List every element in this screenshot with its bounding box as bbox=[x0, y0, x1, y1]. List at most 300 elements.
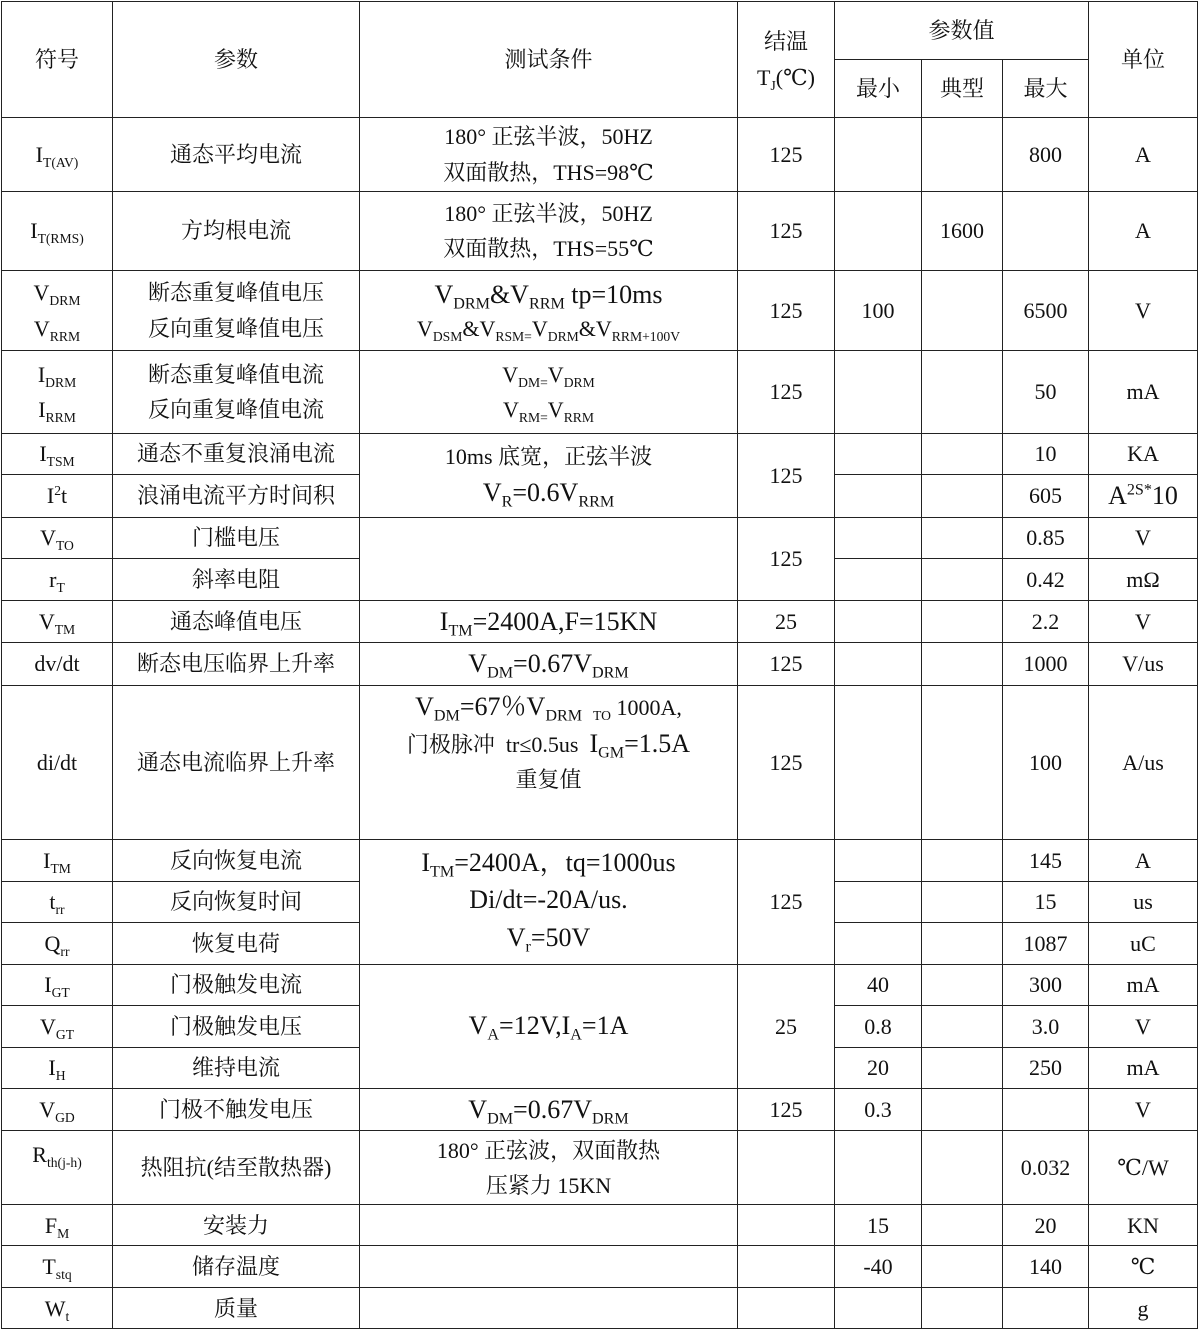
min-cell bbox=[835, 600, 922, 643]
condition-part: V bbox=[416, 315, 433, 341]
spec-table bbox=[1, 1, 1198, 1329]
typ-cell bbox=[922, 1205, 1003, 1246]
symbol-sub: TO bbox=[55, 537, 74, 553]
condition-sub: R bbox=[501, 493, 513, 511]
min-cell bbox=[835, 1288, 922, 1329]
tj-cell bbox=[738, 1205, 835, 1246]
condition-cell bbox=[360, 434, 738, 518]
max-cell: 250 bbox=[1003, 1047, 1089, 1088]
typ-cell bbox=[922, 434, 1003, 475]
typ-cell bbox=[922, 1088, 1003, 1131]
parameter-cell: 门极触发电压 bbox=[113, 1005, 360, 1047]
parameter-cell: 通态平均电流 bbox=[113, 118, 360, 192]
table-row bbox=[2, 271, 1198, 351]
unit-part: 10 bbox=[1151, 481, 1178, 510]
unit-cell: V bbox=[1089, 1005, 1198, 1047]
max-cell: 15 bbox=[1003, 881, 1089, 922]
symbol-main: t bbox=[49, 889, 56, 915]
symbol-main: Q bbox=[44, 930, 61, 956]
tj-cell: 125 bbox=[738, 351, 835, 434]
condition-cell bbox=[360, 1246, 738, 1288]
unit-cell: V bbox=[1089, 271, 1198, 351]
symbol-cell bbox=[2, 118, 113, 192]
parameter-cell: 断态电压临界上升率 bbox=[113, 643, 360, 686]
condition-cell bbox=[360, 1088, 738, 1131]
min-cell bbox=[835, 517, 922, 558]
max-cell: 1000 bbox=[1003, 643, 1089, 686]
condition-part: =12V,I bbox=[499, 1011, 571, 1041]
min-cell bbox=[835, 1131, 922, 1205]
condition-part: tp=10ms bbox=[564, 280, 663, 310]
symbol-sub: rr bbox=[55, 901, 65, 917]
symbol-sub: t bbox=[65, 1308, 70, 1324]
symbol-sub: DRM bbox=[49, 293, 81, 309]
condition-sub: DRM bbox=[592, 1110, 629, 1128]
condition-part: =67％V bbox=[459, 691, 546, 721]
condition-part: =1.5A bbox=[624, 729, 691, 759]
header-min: 最小 bbox=[835, 60, 922, 118]
symbol-main: I bbox=[38, 397, 46, 422]
typ-cell bbox=[922, 118, 1003, 192]
typ-cell bbox=[922, 1047, 1003, 1088]
table-row bbox=[2, 1131, 1198, 1205]
condition-part: 门极脉冲 tr≤0.5us bbox=[406, 732, 590, 758]
parameter-line: 反向重复峰值电流 bbox=[147, 397, 324, 422]
unit-cell: V bbox=[1089, 517, 1198, 558]
parameter-cell: 通态峰值电压 bbox=[113, 600, 360, 643]
unit-cell: V/us bbox=[1089, 643, 1198, 686]
header-tj-t: T bbox=[756, 64, 771, 90]
parameter-cell: 反向恢复电流 bbox=[113, 839, 360, 881]
symbol-main: V bbox=[38, 608, 55, 634]
condition-sub: DRM bbox=[545, 707, 583, 725]
symbol-cell bbox=[2, 351, 113, 434]
parameter-cell bbox=[113, 271, 360, 351]
symbol-cell bbox=[2, 922, 113, 964]
condition-part: 1000A, bbox=[610, 694, 682, 720]
symbol-sub: TM bbox=[54, 621, 76, 637]
symbol-main: I bbox=[39, 441, 47, 467]
unit-cell: mA bbox=[1089, 351, 1198, 434]
unit-cell: V bbox=[1089, 1088, 1198, 1131]
symbol-cell bbox=[2, 475, 113, 518]
symbol-cell bbox=[2, 1088, 113, 1131]
table-row bbox=[2, 118, 1198, 192]
parameter-cell: 方均根电流 bbox=[113, 192, 360, 271]
tj-cell: 125 bbox=[738, 1088, 835, 1131]
parameter-cell: 门极不触发电压 bbox=[113, 1088, 360, 1131]
symbol-main: t bbox=[61, 483, 68, 509]
header-tj-sub: J bbox=[770, 77, 776, 93]
condition-sub: TM bbox=[448, 622, 473, 640]
condition-part: =50V bbox=[530, 923, 591, 953]
unit-part: A bbox=[1108, 481, 1127, 510]
min-cell: 40 bbox=[835, 964, 922, 1005]
symbol-main: W bbox=[44, 1295, 66, 1321]
condition-cell bbox=[360, 964, 738, 1088]
parameter-cell: 斜率电阻 bbox=[113, 558, 360, 600]
table-row bbox=[2, 600, 1198, 643]
condition-sub: TM bbox=[430, 863, 455, 881]
condition-sub: DSM bbox=[432, 328, 463, 344]
unit-cell: mA bbox=[1089, 1047, 1198, 1088]
condition-part: =1A bbox=[581, 1011, 629, 1041]
max-cell: 800 bbox=[1003, 118, 1089, 192]
symbol-cell bbox=[2, 1047, 113, 1088]
symbol-main: I bbox=[43, 847, 51, 873]
symbol-main: I bbox=[37, 361, 46, 387]
min-cell: 15 bbox=[835, 1205, 922, 1246]
condition-sub: RM= bbox=[518, 409, 548, 425]
max-cell: 145 bbox=[1003, 839, 1089, 881]
tj-cell: 125 bbox=[738, 839, 835, 964]
condition-part: V bbox=[415, 691, 434, 721]
condition-cell bbox=[360, 1131, 738, 1205]
symbol-sup: 2 bbox=[54, 483, 61, 499]
max-cell: 10 bbox=[1003, 434, 1089, 475]
unit-cell: V bbox=[1089, 600, 1198, 643]
parameter-cell: 门极触发电流 bbox=[113, 964, 360, 1005]
symbol-main: R bbox=[32, 1142, 47, 1168]
symbol-cell bbox=[2, 964, 113, 1005]
min-cell bbox=[835, 685, 922, 839]
condition-cell bbox=[360, 685, 738, 839]
condition-sub: DM bbox=[433, 707, 460, 725]
condition-part: V bbox=[434, 280, 454, 310]
parameter-cell: 浪涌电流平方时间积 bbox=[113, 475, 360, 518]
condition-sub: RRM bbox=[563, 409, 594, 425]
symbol-sub: RRM bbox=[49, 328, 81, 344]
symbol-main: V bbox=[33, 315, 50, 341]
symbol-main: V bbox=[40, 525, 56, 550]
condition-line: 180° 正弦波，双面散热 bbox=[436, 1137, 661, 1163]
table-row bbox=[2, 1205, 1198, 1246]
condition-line: 压紧力 15KN bbox=[485, 1172, 612, 1198]
condition-cell bbox=[360, 600, 738, 643]
header-unit: 单位 bbox=[1089, 2, 1198, 118]
condition-line: 180° 正弦半波，50HZ bbox=[444, 200, 653, 226]
typ-cell bbox=[922, 475, 1003, 518]
symbol-main: T bbox=[42, 1254, 56, 1280]
condition-cell bbox=[360, 1205, 738, 1246]
symbol-sub: th(j-h) bbox=[46, 1155, 82, 1171]
typ-cell bbox=[922, 1005, 1003, 1047]
table-row bbox=[2, 964, 1198, 1005]
symbol-main: V bbox=[33, 280, 50, 306]
max-cell: 6500 bbox=[1003, 271, 1089, 351]
typ-cell bbox=[922, 1288, 1003, 1329]
condition-part: &V bbox=[578, 315, 612, 341]
max-cell: 0.42 bbox=[1003, 558, 1089, 600]
parameter-cell: 门槛电压 bbox=[113, 517, 360, 558]
condition-part: V bbox=[468, 1011, 488, 1041]
typ-cell bbox=[922, 685, 1003, 839]
typ-cell bbox=[922, 964, 1003, 1005]
symbol-sub: GD bbox=[55, 1109, 75, 1125]
unit-cell: mΩ bbox=[1089, 558, 1198, 600]
condition-part: V bbox=[482, 478, 502, 508]
max-cell: 0.85 bbox=[1003, 517, 1089, 558]
table-row bbox=[2, 517, 1198, 558]
max-cell bbox=[1003, 192, 1089, 271]
header-max: 最大 bbox=[1003, 60, 1089, 118]
symbol-main: V bbox=[39, 1013, 56, 1039]
max-cell: 20 bbox=[1003, 1205, 1089, 1246]
symbol-sub: T(RMS) bbox=[37, 231, 84, 247]
condition-sub: DM bbox=[487, 664, 514, 682]
typ-cell bbox=[922, 839, 1003, 881]
max-cell: 3.0 bbox=[1003, 1005, 1089, 1047]
table-row bbox=[2, 434, 1198, 475]
condition-sub: RSM= bbox=[495, 328, 532, 344]
tj-cell: 25 bbox=[738, 600, 835, 643]
min-cell bbox=[835, 351, 922, 434]
symbol-main: F bbox=[44, 1212, 58, 1238]
condition-sub: DRM bbox=[592, 664, 629, 682]
condition-sub: RRM bbox=[578, 493, 615, 511]
tj-cell: 25 bbox=[738, 964, 835, 1088]
header-parameter: 参数 bbox=[113, 2, 360, 118]
max-cell: 2.2 bbox=[1003, 600, 1089, 643]
min-cell bbox=[835, 434, 922, 475]
max-cell: 300 bbox=[1003, 964, 1089, 1005]
typ-cell bbox=[922, 517, 1003, 558]
condition-line: 10ms 底宽，正弦半波 bbox=[444, 443, 653, 469]
tj-cell: 125 bbox=[738, 118, 835, 192]
condition-part: =2400A,F=15KN bbox=[472, 606, 658, 636]
parameter-cell: 通态电流临界上升率 bbox=[113, 685, 360, 839]
symbol-sub: GT bbox=[55, 1026, 75, 1042]
symbol-sub: GT bbox=[51, 984, 70, 1000]
condition-cell bbox=[360, 839, 738, 964]
table-row bbox=[2, 685, 1198, 839]
max-cell: 50 bbox=[1003, 351, 1089, 434]
symbol-cell bbox=[2, 517, 113, 558]
unit-cell: KN bbox=[1089, 1205, 1198, 1246]
condition-sub: DRM bbox=[453, 295, 490, 313]
typ-cell bbox=[922, 600, 1003, 643]
condition-cell bbox=[360, 192, 738, 271]
unit-cell: mA bbox=[1089, 964, 1198, 1005]
symbol-cell: di/dt bbox=[2, 685, 113, 839]
parameter-line: 断态重复峰值电流 bbox=[147, 361, 324, 387]
condition-sub: r bbox=[525, 938, 531, 956]
typ-cell bbox=[922, 351, 1003, 434]
symbol-cell: dv/dt bbox=[2, 643, 113, 686]
parameter-line: 反向重复峰值电压 bbox=[147, 315, 324, 341]
table-row bbox=[2, 192, 1198, 271]
min-cell bbox=[835, 192, 922, 271]
max-cell: 100 bbox=[1003, 685, 1089, 839]
min-cell bbox=[835, 922, 922, 964]
parameter-line: 断态重复峰值电压 bbox=[147, 280, 324, 306]
condition-sub: RRM+100V bbox=[611, 328, 681, 344]
condition-part: V bbox=[506, 923, 526, 953]
typ-cell bbox=[922, 881, 1003, 922]
min-cell: 0.3 bbox=[835, 1088, 922, 1131]
tj-cell bbox=[738, 1288, 835, 1329]
parameter-cell: 维持电流 bbox=[113, 1047, 360, 1088]
header-condition: 测试条件 bbox=[360, 2, 738, 118]
condition-line: 重复值 bbox=[515, 767, 582, 793]
condition-sub: DRM bbox=[547, 328, 579, 344]
condition-line: Di/dt=-20A/us. bbox=[469, 885, 628, 915]
parameter-cell: 通态不重复浪涌电流 bbox=[113, 434, 360, 475]
symbol-sub: M bbox=[57, 1225, 70, 1241]
table-row bbox=[2, 1288, 1198, 1329]
unit-cell: ℃ bbox=[1089, 1246, 1198, 1288]
unit-cell: A bbox=[1089, 839, 1198, 881]
symbol-main: I bbox=[44, 972, 52, 998]
condition-part: &V bbox=[462, 315, 496, 341]
condition-sub: DM bbox=[487, 1110, 514, 1128]
typ-cell bbox=[922, 1246, 1003, 1288]
condition-sub: A bbox=[487, 1027, 500, 1045]
typ-cell bbox=[922, 271, 1003, 351]
condition-cell bbox=[360, 1288, 738, 1329]
min-cell: 0.8 bbox=[835, 1005, 922, 1047]
header-typ: 典型 bbox=[922, 60, 1003, 118]
parameter-cell: 热阻抗(结至散热器) bbox=[113, 1131, 360, 1205]
condition-cell bbox=[360, 351, 738, 434]
tj-cell: 125 bbox=[738, 517, 835, 600]
unit-cell: A bbox=[1089, 192, 1198, 271]
condition-cell bbox=[360, 271, 738, 351]
symbol-sub: H bbox=[55, 1067, 66, 1083]
condition-part: V bbox=[468, 1094, 488, 1124]
symbol-cell bbox=[2, 1288, 113, 1329]
header-symbol: 符号 bbox=[2, 2, 113, 118]
unit-cell: ℃/W bbox=[1089, 1131, 1198, 1205]
parameter-cell: 反向恢复时间 bbox=[113, 881, 360, 922]
min-cell bbox=[835, 475, 922, 518]
condition-part: I bbox=[439, 606, 449, 636]
symbol-main: I bbox=[30, 218, 38, 244]
header-junction-temp bbox=[738, 2, 835, 118]
header-tj-unit: (℃) bbox=[775, 64, 816, 90]
min-cell: 100 bbox=[835, 271, 922, 351]
condition-cell bbox=[360, 118, 738, 192]
condition-line: 双面散热，THS=55℃ bbox=[443, 236, 654, 261]
header-values: 参数值 bbox=[835, 2, 1089, 60]
tj-cell bbox=[738, 1246, 835, 1288]
tj-cell: 125 bbox=[738, 192, 835, 271]
typ-cell bbox=[922, 1131, 1003, 1205]
tj-cell: 125 bbox=[738, 271, 835, 351]
table-row bbox=[2, 839, 1198, 881]
max-cell bbox=[1003, 1288, 1089, 1329]
symbol-cell bbox=[2, 558, 113, 600]
symbol-cell bbox=[2, 1246, 113, 1288]
condition-cell bbox=[360, 643, 738, 686]
condition-part: V bbox=[547, 361, 564, 387]
table-row bbox=[2, 643, 1198, 686]
min-cell: 20 bbox=[835, 1047, 922, 1088]
symbol-cell bbox=[2, 271, 113, 351]
parameter-cell bbox=[113, 351, 360, 434]
typ-cell bbox=[922, 558, 1003, 600]
symbol-cell bbox=[2, 1131, 113, 1205]
unit-cell: g bbox=[1089, 1288, 1198, 1329]
min-cell bbox=[835, 881, 922, 922]
header-tj-line1: 结温 bbox=[763, 29, 808, 55]
unit-cell: KA bbox=[1089, 434, 1198, 475]
condition-part: V bbox=[547, 397, 564, 422]
min-cell bbox=[835, 558, 922, 600]
parameter-cell: 储存温度 bbox=[113, 1246, 360, 1288]
condition-part: I bbox=[421, 847, 431, 877]
table-row bbox=[2, 351, 1198, 434]
condition-sub: TO bbox=[593, 707, 611, 723]
min-cell: -40 bbox=[835, 1246, 922, 1288]
condition-line: 180° 正弦半波，50HZ bbox=[444, 124, 653, 150]
symbol-sub: rr bbox=[60, 943, 70, 959]
unit-sup: 2S* bbox=[1126, 481, 1152, 499]
symbol-cell bbox=[2, 192, 113, 271]
symbol-sub: TM bbox=[50, 860, 71, 876]
tj-cell: 125 bbox=[738, 685, 835, 839]
max-cell: 605 bbox=[1003, 475, 1089, 518]
condition-part: V bbox=[502, 361, 519, 387]
symbol-main: V bbox=[39, 1096, 56, 1122]
typ-cell bbox=[922, 922, 1003, 964]
symbol-sub: stq bbox=[55, 1267, 72, 1283]
max-cell: 140 bbox=[1003, 1246, 1089, 1288]
unit-cell: A/us bbox=[1089, 685, 1198, 839]
tj-cell: 125 bbox=[738, 643, 835, 686]
symbol-main: I bbox=[46, 483, 55, 509]
symbol-cell bbox=[2, 600, 113, 643]
condition-part: =0.67V bbox=[513, 649, 592, 679]
unit-cell: us bbox=[1089, 881, 1198, 922]
parameter-cell: 安装力 bbox=[113, 1205, 360, 1246]
condition-sub: GM bbox=[598, 745, 625, 763]
symbol-cell bbox=[2, 839, 113, 881]
condition-sub: DM= bbox=[518, 374, 548, 390]
condition-part: =2400A，tq=1000us bbox=[454, 847, 676, 877]
condition-sub: A bbox=[570, 1027, 582, 1045]
max-cell: 1087 bbox=[1003, 922, 1089, 964]
min-cell bbox=[835, 643, 922, 686]
max-cell bbox=[1003, 1088, 1089, 1131]
min-cell bbox=[835, 839, 922, 881]
condition-part: =0.6V bbox=[512, 478, 579, 508]
typ-cell: 1600 bbox=[922, 192, 1003, 271]
condition-part: V bbox=[468, 649, 488, 679]
typ-cell bbox=[922, 643, 1003, 686]
condition-part: V bbox=[531, 315, 548, 341]
condition-part: =0.67V bbox=[513, 1094, 592, 1124]
symbol-main: I bbox=[48, 1055, 56, 1081]
symbol-cell bbox=[2, 1005, 113, 1047]
symbol-main: r bbox=[49, 566, 57, 592]
parameter-cell: 恢复电荷 bbox=[113, 922, 360, 964]
condition-part: I bbox=[589, 729, 599, 759]
unit-cell: A bbox=[1089, 118, 1198, 192]
symbol-cell bbox=[2, 1205, 113, 1246]
symbol-sub: T bbox=[56, 579, 65, 595]
condition-sub: RRM bbox=[528, 295, 565, 313]
table-row bbox=[2, 1088, 1198, 1131]
max-cell: 0.032 bbox=[1003, 1131, 1089, 1205]
tj-cell bbox=[738, 1131, 835, 1205]
parameter-cell: 质量 bbox=[113, 1288, 360, 1329]
condition-line: 双面散热，THS=98℃ bbox=[443, 159, 654, 185]
condition-part: V bbox=[503, 397, 519, 422]
condition-part: &V bbox=[489, 280, 529, 310]
unit-cell: uC bbox=[1089, 922, 1198, 964]
symbol-sub: RRM bbox=[45, 409, 76, 425]
